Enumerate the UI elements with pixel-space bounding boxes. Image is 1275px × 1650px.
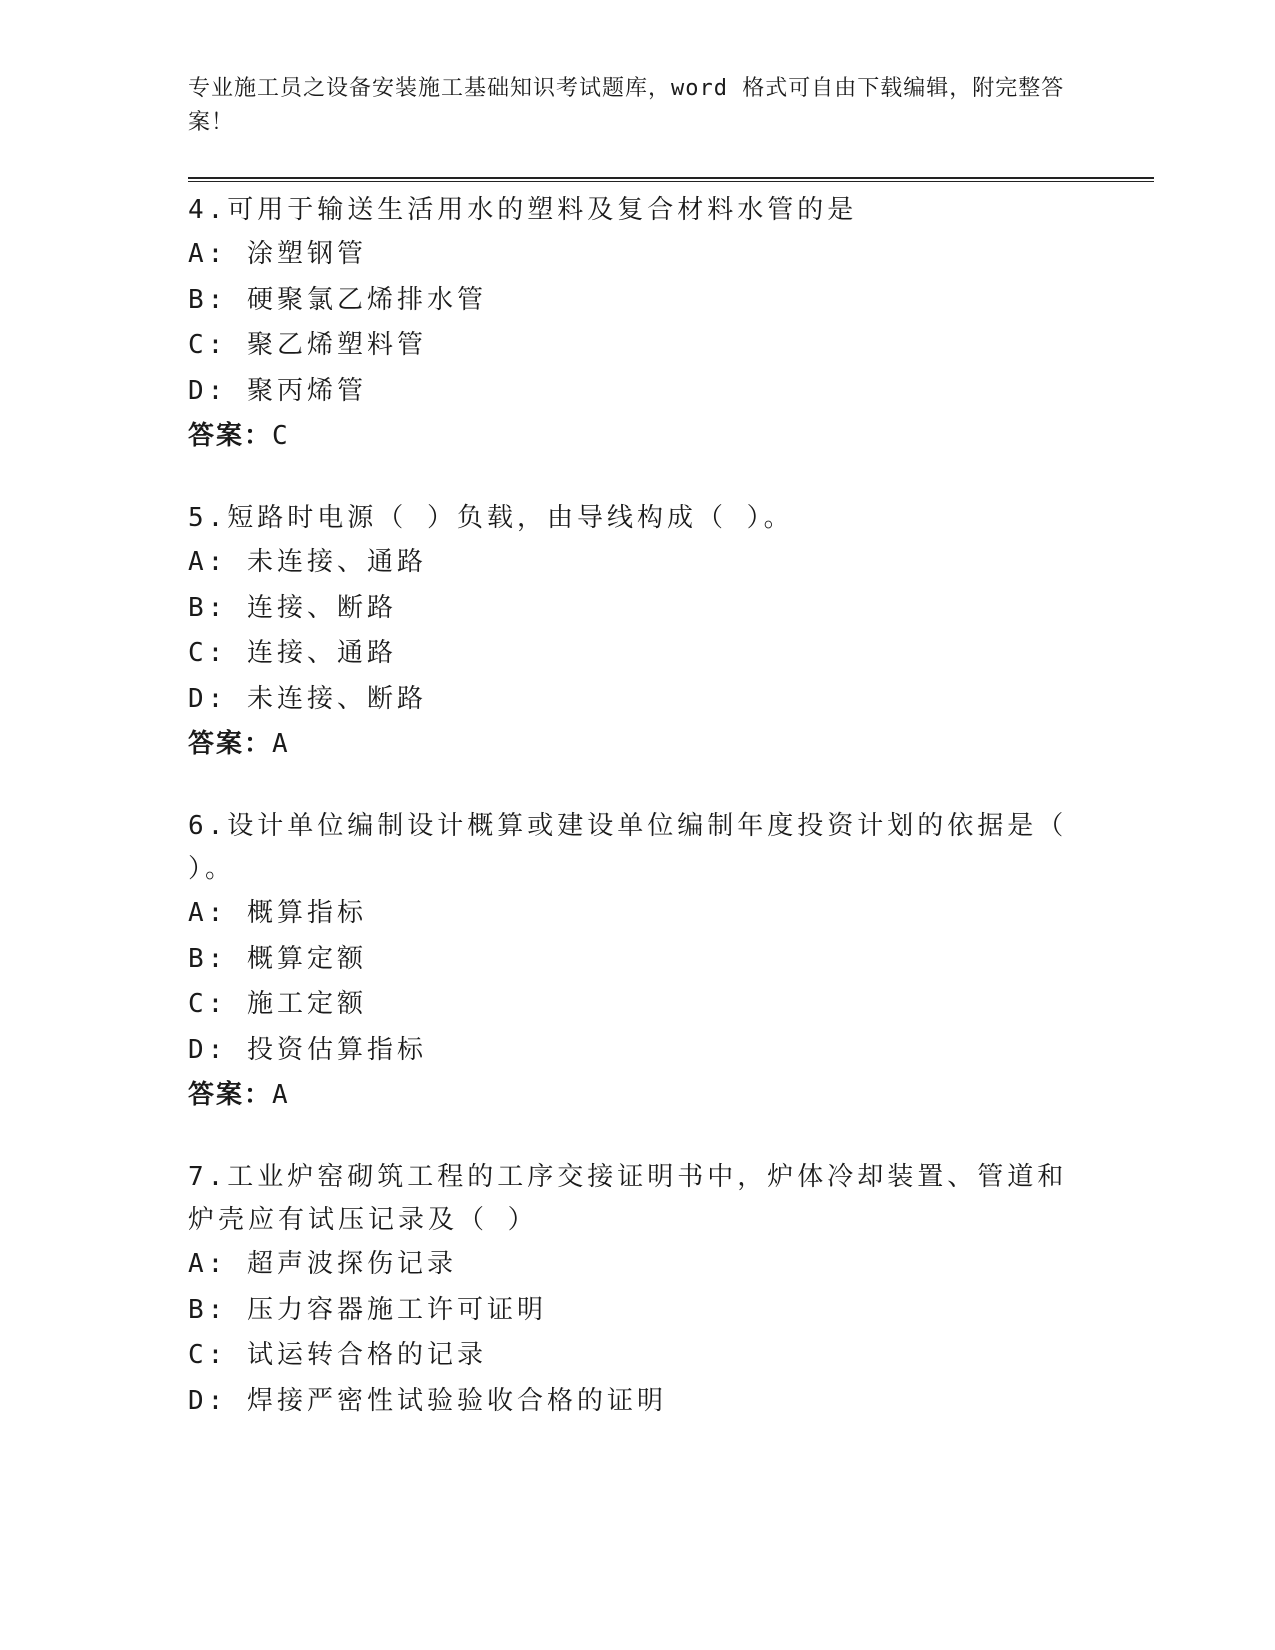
question-stem: 6.设计单位编制设计概算或建设单位编制年度投资计划的依据是（ ）。 [188, 811, 1068, 884]
answer-line [188, 414, 1088, 459]
answer-label: 答案： [188, 1080, 273, 1110]
answer-option: D: 聚丙烯管 [188, 375, 367, 406]
question-block [188, 805, 1088, 1118]
header-divider-thin [188, 181, 1154, 182]
answer-option: B: 硬聚氯乙烯排水管 [188, 284, 487, 315]
question-stem: 7.工业炉窑砌筑工程的工序交接证明书中，炉体冷却装置、管道和炉壳应有试压记录及（ ） [188, 1162, 1068, 1235]
answer-value: A [272, 1080, 289, 1110]
answer-label: 答案： [188, 729, 273, 759]
question-stem: 5.短路时电源（ ）负载，由导线构成（ ）。 [188, 503, 794, 533]
answer-value: A [272, 729, 289, 759]
document-header: 专业施工员之设备安装施工基础知识考试题库，word 格式可自由下载编辑，附完整答案！ [188, 76, 1065, 135]
question-block [188, 1156, 1088, 1424]
answer-option: D: 焊接严密性试验验收合格的证明 [188, 1385, 667, 1416]
question-block [188, 497, 1088, 767]
question-list [188, 189, 1088, 1462]
answer-value: C [272, 421, 289, 451]
answer-option: C: 施工定额 [188, 989, 367, 1019]
answer-option: B: 概算定额 [188, 943, 367, 974]
answer-option: D: 投资估算指标 [188, 1034, 427, 1065]
answer-option: A: 超声波探伤记录 [188, 1249, 457, 1279]
answer-option: A: 涂塑钢管 [188, 239, 367, 269]
answer-option: B: 连接、断路 [188, 592, 397, 623]
answer-line [188, 1073, 1088, 1118]
answer-option: C: 试运转合格的记录 [188, 1340, 487, 1370]
answer-line [188, 722, 1088, 767]
answer-option: A: 概算指标 [188, 898, 367, 928]
header-divider-thick [188, 177, 1154, 179]
question-block [188, 189, 1088, 459]
answer-option: C: 聚乙烯塑料管 [188, 330, 427, 360]
answer-label: 答案： [188, 421, 273, 451]
answer-option: B: 压力容器施工许可证明 [188, 1294, 547, 1325]
answer-option: D: 未连接、断路 [188, 683, 427, 714]
answer-option: A: 未连接、通路 [188, 547, 427, 577]
question-stem: 4.可用于输送生活用水的塑料及复合材料水管的是 [188, 195, 858, 225]
answer-option: C: 连接、通路 [188, 638, 397, 668]
